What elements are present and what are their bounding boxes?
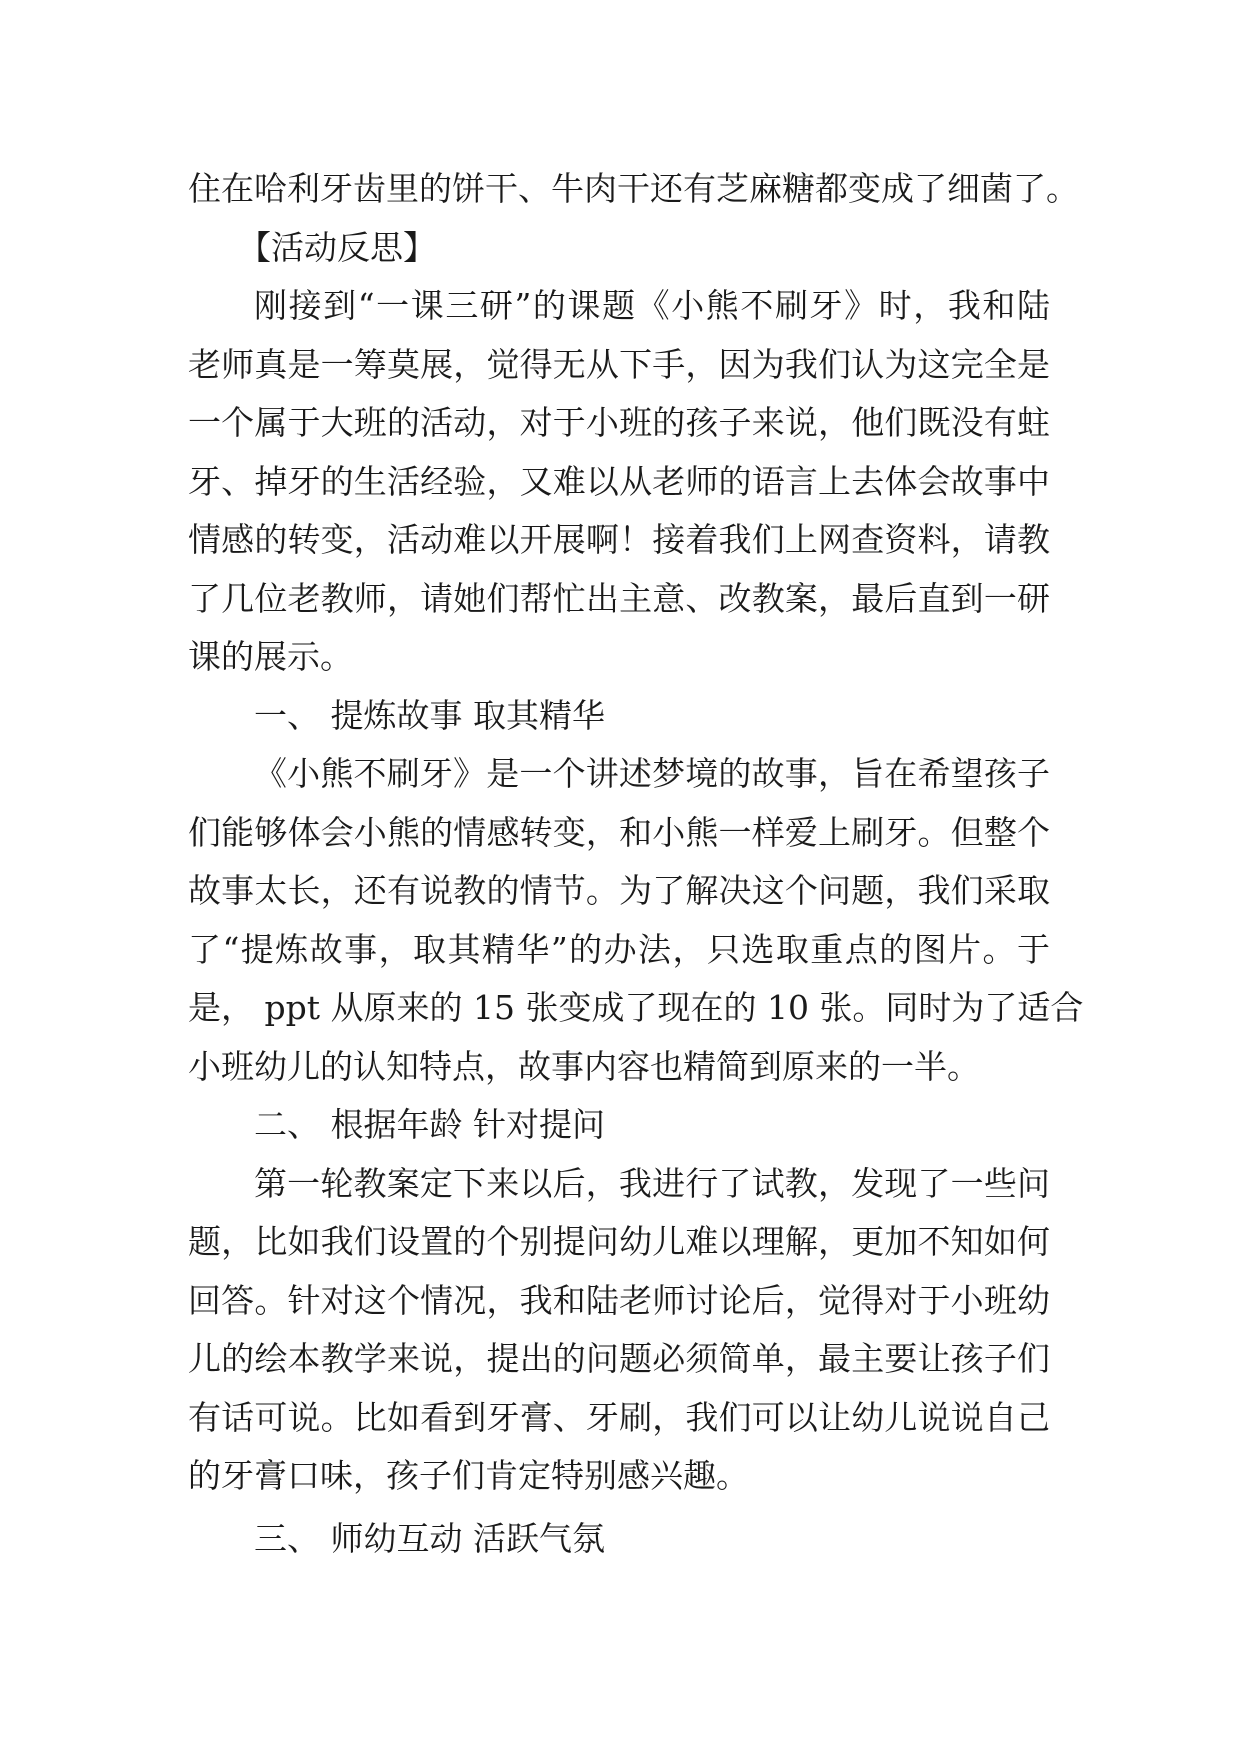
paragraph-line: 的牙膏口味，孩子们肯定特别感兴趣。 — [188, 1456, 749, 1495]
paragraph-line: 牙、掉牙的生活经验，又难以从老师的语言上去体会故事中 — [188, 461, 1050, 501]
paragraph-line: 题，比如我们设置的个别提问幼儿难以理解，更加不知如何 — [188, 1222, 1050, 1261]
subsection-heading: 二、 根据年龄 针对提问 — [254, 1105, 605, 1144]
paragraph-line: 了几位老教师，请她们帮忙出主意、改教案，最后直到一研 — [188, 578, 1050, 618]
paragraph-line: 刚接到“一课三研”的课题《小熊不刷牙》时，我和陆 — [254, 286, 1050, 325]
paragraph-line: 了“提炼故事，取其精华”的办法，只选取重点的图片。于 — [188, 929, 1050, 969]
paragraph-line: 儿的绘本教学来说，提出的问题必须简单，最主要让孩子们 — [188, 1339, 1050, 1378]
paragraph-line: 有话可说。比如看到牙膏、牙刷，我们可以让幼儿说说自己 — [188, 1397, 1050, 1437]
paragraph-line: 故事太长，还有说教的情节。为了解决这个问题，我们采取 — [188, 871, 1050, 910]
paragraph-line: 是， ppt 从原来的 15 张变成了现在的 10 张。同时为了适合 — [188, 988, 1084, 1027]
paragraph-line: 第一轮教案定下来以后，我进行了试教，发现了一些问 — [254, 1163, 1050, 1203]
paragraph-line: 住在哈利牙齿里的饼干、牛肉干还有芝麻糖都变成了细菌了。 — [188, 169, 1079, 208]
paragraph-line: 课的展示。 — [188, 637, 353, 676]
subsection-heading: 一、 提炼故事 取其精华 — [254, 695, 605, 735]
section-heading: 【活动反思】 — [238, 227, 436, 267]
paragraph-line: 回答。针对这个情况，我和陆老师讨论后，觉得对于小班幼 — [188, 1280, 1050, 1320]
paragraph-line: 们能够体会小熊的情感转变，和小熊一样爱上刷牙。但整个 — [188, 812, 1050, 852]
paragraph-line: 《小熊不刷牙》是一个讲述梦境的故事，旨在希望孩子 — [254, 754, 1050, 793]
paragraph-line: 老师真是一筹莫展，觉得无从下手，因为我们认为这完全是 — [188, 344, 1050, 384]
paragraph-line: 一个属于大班的活动，对于小班的孩子来说，他们既没有蛀 — [188, 403, 1050, 442]
subsection-heading: 三、 师幼互动 活跃气氛 — [254, 1518, 605, 1558]
document-body — [188, 160, 1084, 1568]
paragraph-line: 小班幼儿的认知特点，故事内容也精简到原来的一半。 — [188, 1046, 980, 1086]
paragraph-line: 情感的转变，活动难以开展啊！接着我们上网查资料，请教 — [188, 520, 1050, 559]
